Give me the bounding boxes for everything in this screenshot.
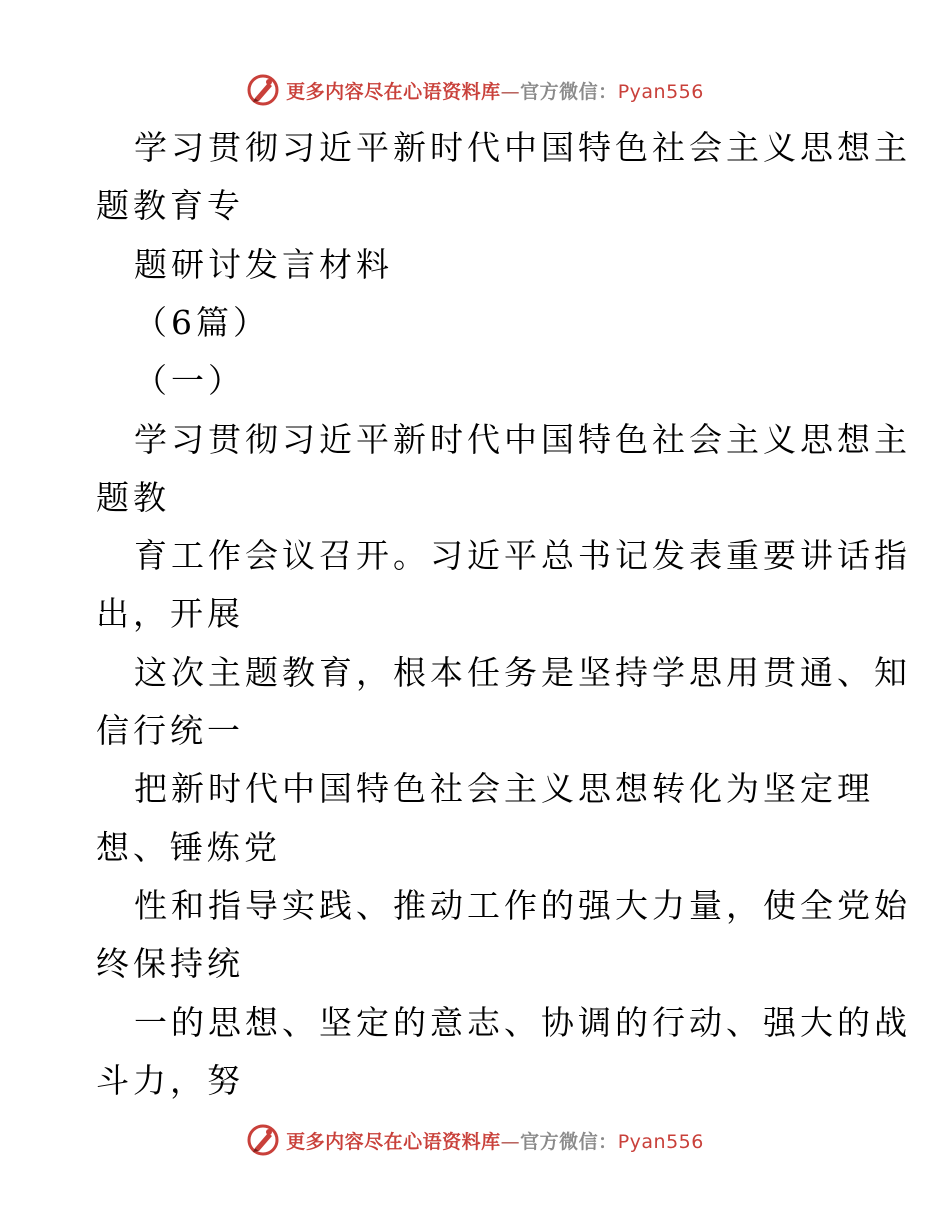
pen-circle-logo-icon	[246, 1123, 280, 1157]
text-line: 信行统一	[96, 711, 244, 750]
text-line: 斗力，努	[96, 1061, 244, 1100]
text-line: 出，开展	[96, 594, 244, 633]
text-line: 一的思想、坚定的意志、协调的行动、强大的战	[134, 1003, 911, 1042]
header-separator: —	[500, 80, 521, 103]
footer-brand: 更多内容尽在心语资料库	[286, 1130, 501, 1153]
text-line: 题教	[96, 478, 170, 517]
text-line: 题研讨发言材料	[134, 245, 393, 284]
footer-separator: —	[500, 1130, 521, 1153]
text-line: 学习贯彻习近平新时代中国特色社会主义思想主	[134, 420, 911, 459]
header-wechat-id: Pyan556	[617, 80, 704, 103]
text-line: （6篇）	[134, 303, 270, 342]
pen-circle-logo-icon	[246, 73, 280, 107]
text-line: 题教育专	[96, 186, 244, 225]
footer-wechat-label: 官方微信：	[520, 1130, 618, 1153]
text-line: 性和指导实践、推动工作的强大力量，使全党始	[134, 886, 911, 925]
header-brand: 更多内容尽在心语资料库	[286, 80, 501, 103]
text-line: 学习贯彻习近平新时代中国特色社会主义思想主	[134, 128, 911, 167]
text-line: 终保持统	[96, 944, 244, 983]
header-banner	[0, 68, 950, 112]
footer-text	[286, 1127, 704, 1154]
header-wechat-label: 官方微信：	[520, 80, 618, 103]
text-line: 育工作会议召开。习近平总书记发表重要讲话指	[134, 536, 911, 575]
text-line: （一）	[134, 361, 245, 400]
text-line: 想、锤炼党	[96, 828, 281, 867]
footer-banner	[0, 1118, 950, 1162]
text-line: 这次主题教育，根本任务是坚持学思用贯通、知	[134, 653, 911, 692]
footer-wechat-id: Pyan556	[617, 1130, 704, 1153]
header-text	[286, 77, 704, 104]
text-line: 把新时代中国特色社会主义思想转化为坚定理	[134, 769, 874, 808]
